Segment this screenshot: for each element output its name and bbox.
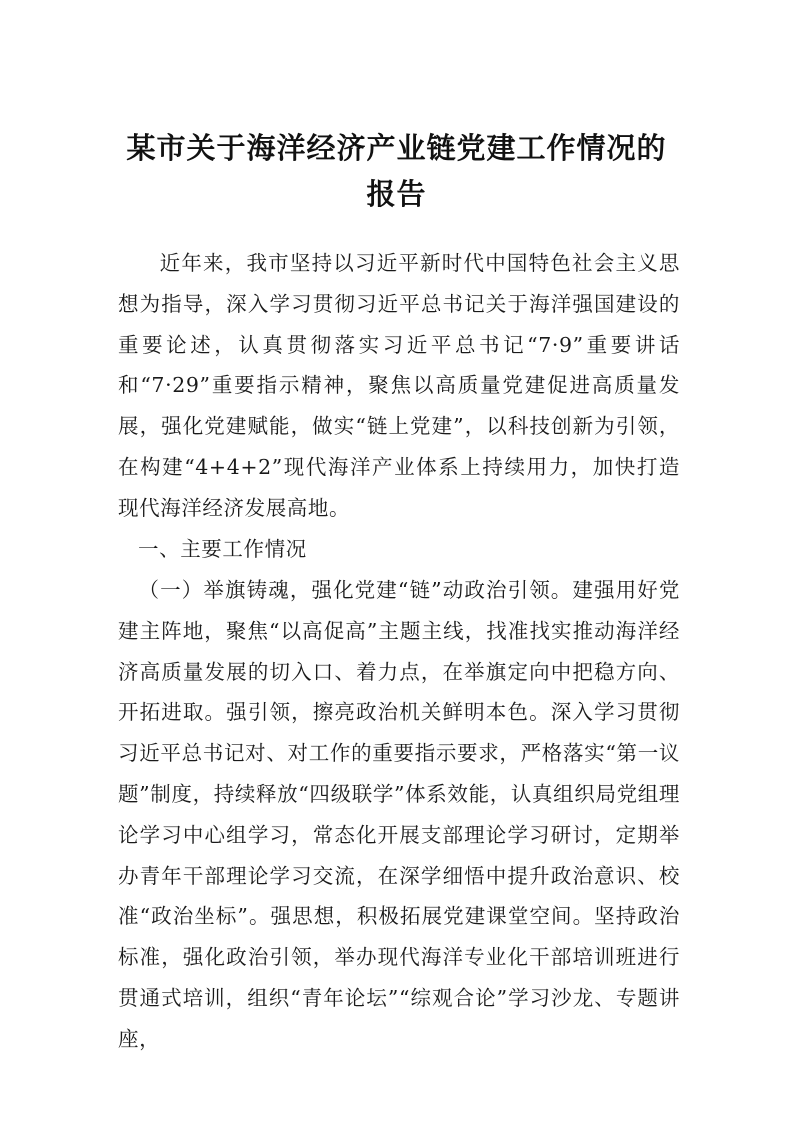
section-heading [118, 529, 680, 570]
intro-paragraph [118, 243, 680, 529]
section-paragraph-text: （一）举旗铸魂，强化党建“链”动政治引领。建强用好党建主阵地，聚焦“以高促高”主题主线，找准找实推动海洋经济高质量发展的切入口、着力点，在举旗定向中把稳方向、开拓进取。强引领，擦亮政治机关鲜明本色。深入学习贯彻习近平总书记对、对工作的重要指示要求，严格落实“第一议题”制度，持续释放“四级联学”体系效能，认真组织局党组理论学习中心组学习，常态化开展支部理论学习研讨，定期举办青年干部理论学习交流，在深学细悟中提升政治意识、校准“政治坐标”。强思想，积极拓展党建课堂空间。坚持政治标准，强化政治引领，举办现代海洋专业化干部培训班进行贯通式培训，组织“青年论坛”“综观合论”学习沙龙、专题讲座， [118, 578, 680, 1051]
intro-paragraph-text: 近年来，我市坚持以习近平新时代中国特色社会主义思想为指导，深入学习贯彻习近平总书记关于海洋强国建设的重要论述，认真贯彻落实习近平总书记“7·9”重要讲话和“7·29”重要指示精神，聚焦以高质量党建促进高质量发展，强化党建赋能，做实“链上党建”，以科技创新为引领，在构建“4+4+2”现代海洋产业体系上持续用力，加快打造现代海洋经济发展高地。 [118, 251, 680, 520]
section-heading-text: 一、主要工作情况 [138, 537, 307, 561]
section-paragraph [118, 570, 680, 1060]
document-title-line-1: 某市关于海洋经济产业链党建工作情况的 [126, 131, 667, 165]
document-title-line-2: 报告 [366, 177, 427, 211]
